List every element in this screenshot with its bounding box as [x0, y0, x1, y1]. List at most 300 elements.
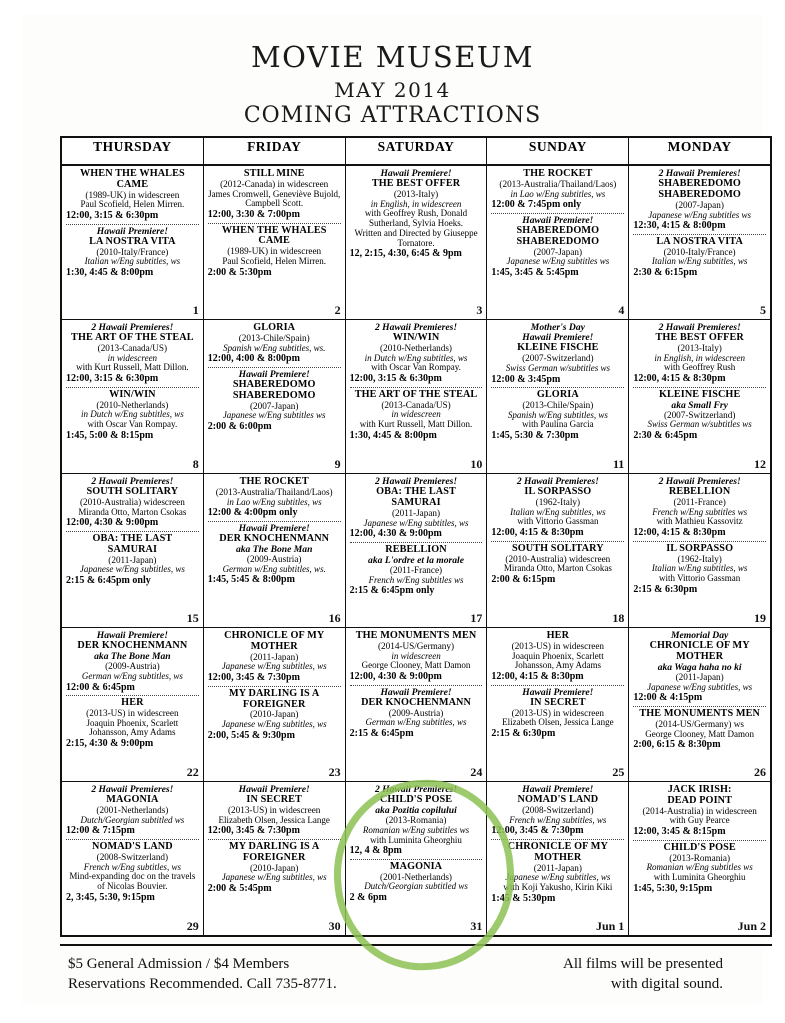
film-title: THE ROCKET — [523, 168, 593, 179]
calendar-day-cell[interactable] — [487, 165, 629, 320]
film-title: THE MONUMENTS MEN — [639, 708, 760, 719]
film-listing — [491, 477, 624, 539]
film-title: REBELLION — [385, 543, 447, 555]
film-title-line2: SHABEREDOMO — [516, 235, 600, 247]
calendar-day-cell[interactable] — [203, 628, 345, 782]
film-listing — [66, 531, 199, 587]
film-subtitle-note: Japanese w/Eng subtitles ws — [648, 209, 752, 220]
film-listing — [491, 387, 624, 442]
calendar-day-cell[interactable] — [345, 320, 487, 474]
calendar-header-row — [61, 137, 771, 165]
film-listing — [491, 541, 624, 586]
film-title: MY DARLING IS A — [229, 687, 320, 699]
film-title-line2: SHABEREDOMO — [232, 389, 316, 401]
calendar-week-row — [61, 165, 771, 320]
showtimes: 12, 2:15, 4:30, 6:45 & 9pm — [349, 248, 462, 260]
film-title: SOUTH SOLITARY — [511, 542, 604, 554]
calendar-day-cell[interactable] — [203, 782, 345, 937]
film-listing — [633, 840, 766, 895]
film-title: WIN/WIN — [109, 388, 156, 400]
film-title-line2: SHABEREDOMO — [658, 188, 741, 200]
film-subtitle-note: German w/Eng subtitles, ws — [81, 670, 183, 681]
film-title: CHRONICLE OF MY — [224, 630, 325, 641]
film-year: (2013-Italy) — [393, 188, 439, 199]
film-year: (2013-US) in widescreen — [86, 708, 179, 718]
showtimes: 1:45, 5:30, 9:15pm — [633, 882, 713, 894]
day-number: Jun 2 — [737, 919, 766, 933]
film-title: IN SECRET — [530, 696, 586, 708]
film-listing — [208, 477, 341, 519]
film-subtitle-note: in Dutch w/Eng subtitles, ws — [364, 352, 468, 363]
showtimes: 12:00, 3:45 & 7:30pm — [207, 825, 300, 837]
film-title: SHABEREDOMO — [232, 379, 316, 391]
showtimes: 12:00, 3:15 & 6:30pm — [349, 373, 442, 385]
showtimes: 2:15 & 6:45pm only — [66, 575, 151, 587]
film-year: (2011-Japan) — [108, 554, 157, 565]
calendar-day-cell[interactable] — [629, 474, 771, 628]
showtimes: 12:00, 4:15 & 8:30pm — [491, 527, 584, 539]
premiere-note: 2 Hawaii Premieres! — [658, 168, 741, 179]
film-title: CHRONICLE OF MY — [649, 640, 750, 652]
film-listing — [208, 169, 341, 221]
film-listing — [491, 685, 624, 740]
calendar-day-cell[interactable] — [629, 628, 771, 782]
film-subtitle-note: Swiss German w/subtitles ws — [505, 362, 610, 373]
day-number: 2 — [334, 303, 341, 317]
film-listing — [633, 387, 766, 442]
film-cast: with Vittorio Gassman — [659, 573, 741, 584]
premiere-note: Hawaii Premiere! — [96, 630, 168, 641]
calendar-day-cell[interactable] — [61, 474, 203, 628]
showtimes: 12:00, 4:00 & 8:00pm — [207, 353, 300, 365]
film-title: STILL MINE — [243, 168, 305, 179]
film-title: WIN/WIN — [392, 332, 440, 344]
film-subtitle-note: German w/Eng subtitles, ws — [365, 717, 467, 728]
film-cast: Paul Scofield, Helen Mirren. — [80, 199, 185, 210]
film-listing — [208, 521, 341, 586]
film-subtitle-note: Italian w/Eng subtitles, ws — [84, 256, 181, 267]
footer-divider — [60, 944, 772, 946]
premiere-note: 2 Hawaii Premieres! — [658, 476, 741, 487]
film-year: (2013-Romania) — [385, 815, 447, 826]
day-content — [204, 474, 345, 627]
film-listing — [350, 169, 483, 260]
showtimes: 2:15, 4:30 & 9:00pm — [66, 738, 154, 750]
day-number: 1 — [192, 303, 199, 317]
film-subtitle-note: in widescreen — [391, 409, 441, 420]
film-cast: with Geoffrey Rush, Donald Sutherland, Sylvia Hoeks. — [364, 208, 468, 229]
calendar-body — [61, 165, 771, 936]
day-content — [346, 320, 487, 473]
calendar-day-cell[interactable] — [203, 165, 345, 320]
showtimes: 2:00 & 5:30pm — [207, 266, 272, 278]
film-year: (2007-Japan) — [249, 400, 299, 411]
film-listing — [66, 323, 199, 385]
film-alt-title: aka The Bone Man — [235, 543, 313, 555]
calendar-day-cell[interactable] — [629, 782, 771, 937]
showtimes: 12:00, 3:45 & 7:30pm — [491, 825, 584, 837]
film-cast: Elizabeth Olsen, Jessica Lange — [218, 814, 330, 825]
film-year: (2001-Netherlands) — [380, 871, 452, 882]
film-title: OBA: THE LAST — [376, 486, 456, 498]
film-year: (2011-Japan) — [391, 507, 441, 518]
month-label: MAY 2014 — [334, 78, 451, 102]
film-title: KLEINE FISCHE — [658, 388, 741, 400]
film-listing — [350, 631, 483, 683]
film-year: (2013-Australia/Thailand/Laos) — [215, 486, 333, 497]
showtimes: 12:00, 4:30 & 9:00pm — [349, 528, 442, 540]
calendar-day-cell[interactable] — [61, 320, 203, 474]
film-listing — [633, 541, 766, 596]
day-content — [629, 782, 770, 935]
showtimes: 12:00, 3:15 & 6:30pm — [66, 373, 159, 385]
film-year: (2008-Switzerland) — [96, 851, 169, 862]
showtimes: 2:00 & 5:45pm — [207, 883, 272, 895]
day-number: 9 — [334, 457, 341, 471]
film-title-line2: MOTHER — [250, 640, 298, 652]
day-content — [487, 166, 628, 319]
film-title: WHEN THE WHALES — [221, 224, 327, 236]
film-subtitle-note: in Dutch w/Eng subtitles, ws — [80, 409, 184, 420]
film-year: (2014-US/Germany) ws — [655, 718, 744, 729]
film-subtitle-note: Romanian w/Eng subtitles ws — [646, 862, 753, 873]
day-number: 11 — [612, 457, 625, 471]
film-listing — [66, 169, 199, 222]
footer-right — [563, 954, 723, 995]
day-content — [629, 320, 770, 473]
day-number: 10 — [470, 457, 483, 471]
premiere-note: Hawaii Premiere! — [238, 368, 310, 380]
film-title: IN SECRET — [246, 794, 302, 806]
film-listing — [633, 631, 766, 704]
showtimes: 12:00, 4:30 & 9:00pm — [66, 517, 159, 529]
film-year: (2012-Canada) in widescreen — [220, 178, 329, 189]
day-content — [487, 320, 628, 473]
film-subtitle-note: in widescreen — [107, 352, 158, 363]
film-year: (2014-Australia) in widescreen — [642, 805, 757, 816]
column-header-saturday: SATURDAY — [345, 137, 487, 165]
showtimes: 12:00, 3:30 & 7:00pm — [207, 209, 300, 220]
film-title: OBA: THE LAST — [92, 533, 173, 545]
film-title: SOUTH SOLITARY — [86, 486, 179, 498]
showtimes: 12:00, 4:15 & 8:30pm — [633, 373, 726, 385]
film-cast: George Clooney, Matt Damon — [645, 728, 755, 739]
showtimes: 1:30, 4:45 & 8:00pm — [66, 267, 154, 279]
showtimes: 12:00, 3:45 & 8:15pm — [633, 826, 726, 838]
premiere-note: Hawaii Premiere! — [238, 522, 310, 534]
film-year: (2007-Switzerland) — [522, 353, 594, 364]
day-number: 17 — [470, 611, 483, 625]
calendar-day-cell[interactable] — [345, 474, 487, 628]
film-subtitle-note: Japanese w/Eng subtitles, ws — [647, 681, 753, 692]
film-listing — [491, 839, 624, 904]
film-cast: with Paulina Garcia — [522, 419, 594, 430]
calendar-day-cell[interactable] — [629, 320, 771, 474]
sound-note-line2: with digital sound. — [610, 976, 723, 993]
showtimes: 1:45, 5:00 & 8:15pm — [66, 429, 154, 441]
showtimes: 12:00 & 3:45pm — [491, 373, 561, 385]
showtimes: 12:00, 4:15 & 8:30pm — [491, 671, 584, 682]
premiere-note: Hawaii Premiere! — [522, 214, 594, 226]
calendar-day-cell[interactable] — [61, 782, 203, 937]
film-title: CHILD'S POSE — [663, 841, 736, 853]
film-year: (2013-Canada/US) — [381, 399, 451, 410]
film-year: (2013-Australia/Thailand/Laos) — [499, 178, 617, 189]
film-title-line2: CAME — [116, 178, 149, 190]
film-title: WHEN THE WHALES — [80, 168, 185, 179]
calendar-day-cell[interactable] — [487, 474, 629, 628]
film-cast: with Luminita Gheorghiu — [370, 834, 462, 845]
calendar-day-cell[interactable] — [345, 782, 487, 937]
film-subtitle-note: Swiss German w/subtitles ws — [647, 419, 752, 430]
film-subtitle-note: French w/Eng subtitles ws — [368, 574, 464, 585]
film-listing — [633, 234, 766, 279]
day-number: 29 — [186, 919, 199, 933]
showtimes: 12:00 & 4:15pm — [633, 692, 703, 704]
film-cast: Mind-expanding doc on the travels of Nicolas Bouvier. — [69, 871, 196, 892]
calendar-day-cell[interactable] — [345, 628, 487, 782]
film-alt-title: aka L'ordre et la morale — [368, 554, 464, 566]
film-subtitle-note: Spanish w/Eng subtitles, ws — [507, 409, 608, 420]
premiere-note: Hawaii Premiere! — [522, 686, 594, 698]
film-subtitle-note: Japanese w/Eng subtitles, ws — [363, 517, 469, 528]
film-year: (2009-Austria) — [246, 554, 302, 564]
showtimes: 2:30 & 6:45pm — [633, 430, 698, 442]
showtimes: 2:15 & 6:30pm — [633, 583, 698, 595]
film-subtitle-note: French w/Eng subtitles, ws — [83, 861, 181, 872]
calendar-day-cell[interactable] — [203, 474, 345, 628]
showtimes: 12:30, 4:15 & 8:00pm — [633, 220, 726, 232]
film-year: (2013-Italy) — [677, 342, 722, 353]
showtimes: 12:00, 3:45 & 7:30pm — [207, 672, 300, 684]
premiere-note: 2 Hawaii Premieres! — [658, 322, 741, 333]
footer-left — [68, 954, 337, 995]
film-title: KLEINE FISCHE — [517, 342, 599, 354]
film-year: (2010-Italy/France) — [96, 246, 169, 257]
header — [22, 14, 763, 128]
film-subtitle-note: French w/Eng subtitles ws — [652, 506, 748, 517]
premiere-note: 2 Hawaii Premieres! — [374, 476, 458, 487]
day-number: 24 — [470, 765, 483, 779]
calendar-day-cell[interactable] — [61, 628, 203, 782]
film-title: SHABEREDOMO — [658, 178, 741, 190]
film-listing — [633, 169, 766, 232]
film-subtitle-note: Japanese w/Eng subtitles ws — [506, 256, 610, 267]
film-year: (2010-Australia) widescreen — [79, 496, 185, 507]
calendar-day-cell[interactable] — [345, 165, 487, 320]
film-year: (2013-Chile/Spain) — [238, 332, 310, 343]
film-subtitle-note: Japanese w/Eng subtitles, ws — [505, 872, 611, 883]
film-listing — [491, 631, 624, 683]
film-listing — [491, 213, 624, 279]
calendar-day-cell[interactable] — [487, 628, 629, 782]
showtimes: 12:00 & 7:15pm — [66, 825, 135, 837]
showtimes: 12:00, 3:15 & 6:30pm — [66, 210, 159, 222]
film-title: GLORIA — [536, 389, 579, 401]
sound-note-line1: All films will be presented — [563, 956, 723, 972]
film-listing — [208, 785, 341, 837]
film-title: IL SORPASSO — [666, 542, 734, 554]
calendar-day-cell[interactable] — [203, 320, 345, 474]
showtimes: 12, 4 & 8pm — [349, 845, 402, 857]
film-cast: with Geoffrey Rush — [663, 362, 736, 373]
film-year: (2013-Romania) — [669, 852, 731, 863]
showtimes: 2, 3:45, 5:30, 9:15pm — [66, 891, 155, 903]
film-listing — [66, 839, 199, 903]
film-listing — [633, 706, 766, 751]
film-listing — [208, 367, 341, 433]
film-listing — [350, 387, 483, 442]
film-listing — [350, 542, 483, 597]
premiere-note: 2 Hawaii Premieres! — [374, 784, 458, 795]
film-title: NOMAD'S LAND — [92, 841, 173, 853]
film-cast: James Cromwell, Geneviève Bujold, Campbell Scott. — [208, 188, 341, 209]
film-alt-title: aka Pozitia copilului — [375, 804, 457, 816]
film-credits: Written and Directed by Giuseppe Tornatore. — [354, 227, 478, 248]
film-cast: Elizabeth Olsen, Jessica Lange — [502, 717, 614, 728]
showtimes: 2:00 & 6:15pm — [491, 574, 556, 586]
showtimes: 1:45, 5:45 & 8:00pm — [207, 574, 295, 586]
film-alt-title: aka Waga haha no ki — [657, 661, 742, 673]
film-year: (2011-Japan) — [250, 651, 299, 662]
day-content — [62, 474, 203, 627]
film-year: (2013-US) in widescreen — [511, 640, 605, 651]
film-listing — [350, 477, 483, 540]
film-cast: with Koji Yakusho, Kirin Kiki — [503, 882, 613, 893]
film-listing — [633, 785, 766, 838]
film-subtitle-note: Japanese w/Eng subtitles, ws — [221, 719, 327, 730]
admission-price: $5 General Admission / $4 Members — [68, 956, 290, 972]
showtimes: 12:00, 4:30 & 9:00pm — [349, 671, 442, 682]
film-subtitle-note: Japanese w/Eng subtitles, ws — [221, 661, 327, 672]
film-title-line2: SAMURAI — [391, 496, 441, 508]
premiere-note: Hawaii Premiere! — [380, 168, 452, 179]
day-number: 19 — [754, 611, 766, 625]
day-number: 23 — [328, 765, 341, 779]
premiere-note: Hawaii Premiere! — [238, 784, 310, 795]
film-listing — [66, 224, 199, 279]
film-year: (2010-Australia) widescreen — [505, 553, 611, 564]
film-listing — [208, 223, 341, 279]
film-title-line2: MOTHER — [676, 650, 724, 662]
day-content — [62, 320, 203, 473]
calendar-day-cell[interactable] — [61, 165, 203, 320]
calendar-day-cell[interactable] — [629, 165, 771, 320]
day-content — [346, 166, 487, 319]
film-title: DER KNOCHENMANN — [219, 533, 330, 545]
day-number: Jun 1 — [595, 919, 625, 933]
film-title: DER KNOCHENMANN — [77, 640, 188, 652]
day-number: 5 — [760, 303, 766, 317]
film-title: CHILD'S POSE — [379, 794, 453, 806]
premiere-note: Hawaii Premiere! — [522, 784, 594, 795]
film-title: THE ROCKET — [239, 476, 309, 487]
column-header-sunday: SUNDAY — [487, 137, 629, 165]
showtimes: 1:45 & 5:30pm — [491, 892, 556, 904]
showtimes: 12:00 & 6:45pm — [66, 681, 135, 693]
calendar-sheet — [22, 14, 766, 1004]
film-year: (2010-Italy/France) — [663, 246, 736, 257]
day-content — [62, 628, 203, 781]
film-title: THE BEST OFFER — [655, 332, 744, 344]
film-cast: Joaquin Phoenix, Scarlett Johansson, Amy Adams — [86, 717, 179, 738]
film-cast: with Kurt Russell, Matt Dillon. — [76, 362, 189, 373]
film-year: (2009-Austria) — [388, 707, 444, 718]
showtimes: 2:00 & 6:00pm — [207, 421, 272, 433]
film-listing — [66, 695, 199, 750]
day-number: 12 — [754, 457, 766, 471]
film-subtitle-note: Japanese w/Eng subtitles, ws — [79, 564, 185, 575]
film-subtitle-note: French w/Eng subtitles, ws — [509, 814, 607, 825]
film-cast: with Oscar Van Rompay. — [87, 419, 178, 430]
film-title-line2: FOREIGNER — [242, 698, 306, 710]
film-alt-title: aka The Bone Man — [94, 650, 171, 662]
day-content — [629, 628, 770, 781]
film-title: THE MONUMENTS MEN — [355, 630, 477, 641]
film-listing — [633, 477, 766, 539]
film-listing — [491, 785, 624, 837]
showtimes: 12:00 & 4:00pm only — [207, 507, 298, 519]
film-title: LA NOSTRA VITA — [89, 235, 176, 247]
film-cast: with Vittorio Gassman — [517, 516, 599, 527]
premiere-note: 2 Hawaii Premieres! — [91, 476, 174, 487]
film-title: MY DARLING IS A — [229, 841, 320, 853]
film-title: MAGONIA — [106, 794, 159, 806]
calendar-week-row — [61, 628, 771, 782]
day-content — [487, 782, 628, 935]
day-number: 4 — [618, 303, 625, 317]
footer — [68, 954, 723, 995]
film-title: DER KNOCHENMANN — [361, 696, 471, 708]
film-cast: Miranda Otto, Marton Csokas — [78, 506, 187, 517]
calendar-day-cell[interactable] — [487, 320, 629, 474]
calendar-day-cell[interactable] — [487, 782, 629, 937]
showtimes: 1:45, 3:45 & 5:45pm — [491, 267, 579, 279]
day-content — [204, 320, 345, 473]
film-subtitle-note: German w/Eng subtitles, ws. — [222, 563, 326, 574]
film-title: REBELLION — [668, 486, 731, 498]
showtimes: 2:30 & 6:15pm — [633, 267, 698, 279]
day-content — [346, 628, 487, 781]
film-title: THE BEST OFFER — [371, 178, 461, 190]
showtimes: 2:15 & 6:45pm — [349, 728, 414, 740]
showtimes: 12:00 & 7:45pm only — [491, 199, 582, 211]
day-number: 8 — [192, 457, 199, 471]
day-number: 25 — [612, 765, 625, 779]
film-year: (2009-Austria) — [105, 661, 160, 672]
day-number: 18 — [612, 611, 625, 625]
film-listing — [66, 785, 199, 837]
day-content — [204, 628, 345, 781]
coming-attractions-label: COMING ATTRACTIONS — [243, 103, 542, 128]
column-header-friday: FRIDAY — [203, 137, 345, 165]
film-title: HER — [546, 630, 570, 641]
day-content — [487, 628, 628, 781]
film-year: (2013-US) in widescreen — [511, 707, 605, 718]
day-number: 30 — [328, 919, 341, 933]
page-title: MOVIE MUSEUM — [250, 40, 535, 74]
day-content — [487, 474, 628, 627]
showtimes: 2:00, 5:45 & 9:30pm — [207, 729, 295, 741]
film-subtitle-note: in English, in widescreen — [370, 198, 462, 209]
film-listing — [208, 839, 341, 895]
showtimes: 2 & 6pm — [349, 892, 387, 904]
film-year: (2013-Chile/Spain) — [522, 400, 594, 410]
film-listing — [66, 631, 199, 693]
film-year: (2008-Switzerland) — [522, 804, 594, 815]
film-listing — [350, 323, 483, 385]
film-listing — [491, 169, 624, 211]
